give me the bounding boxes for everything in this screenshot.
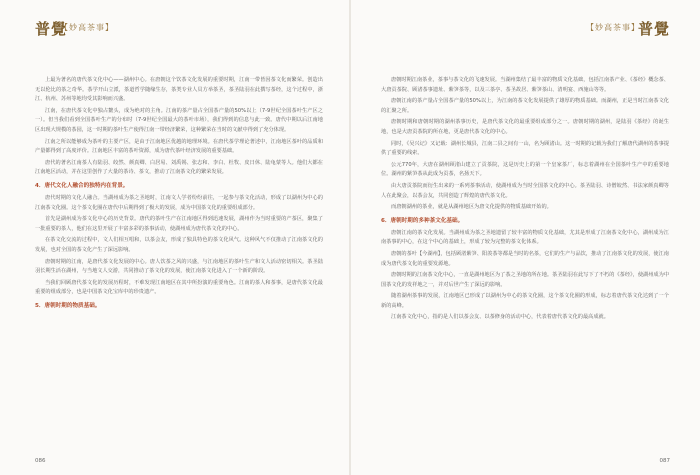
paragraph: 唐朝时期的江南茶文化中心，一直是湖州地区为了茶之圣地的所在地。茶圣陆羽在此写下了不朽的《茶经》，使湖州成为中国茶文化的发祥地之一，并对后世产生了深远的影响。 bbox=[381, 272, 669, 288]
paragraph: 由大唐贡茶院而衍生出来的一系列茶事活动，使湖州成为当时全国茶文化的中心。茶圣陆羽、诗僧皎然、书法家颜真卿等人在此聚会，以茶会友，共同创造了辉煌的唐代茶文化。 bbox=[381, 182, 669, 199]
paragraph: 在茶文化交流的过程中，文人们相互唱和，以茶会友，形成了独具特色的茶文化风气。这种风气不仅推动了江南茶文化的发展，也对全国的茶文化产生了深远影响。 bbox=[35, 237, 323, 253]
paragraph: 江南，在唐代茶文化中独占鳌头，成为绝对的主角。江南的茶产量占全国茶产量的50%以上（7-9世纪全国茶叶生产区之一）。但当我们看到全国茶叶生产的分布时（7-9世纪全国最大的茶叶市场），我们得到的信息与此一致。唐代中期以后江南地区出现大规模的茶园，这一时期的茶叶生产使得江南一带经济繁荣，这种繁荣在当时的文献中得到了充分体现。 bbox=[35, 107, 323, 133]
section-tag: 【妙高茶事】 bbox=[586, 23, 640, 32]
section-tag: 【妙高茶事】 bbox=[60, 23, 114, 32]
paragraph: 当我们回顾唐代茶文化的发展历程时，不难发现江南地区在其中所扮演的重要角色。江南的茶人和茶事，是唐代茶文化最重要的组成部分，也是中国茶文化宝库中的珍贵遗产。 bbox=[35, 279, 323, 296]
paragraph: 唐朝江南的茶文化发展。当湖州成为茶之圣地遗留了较丰富的物质文化基础，尤其是形成了江南茶文化中心，湖州成为江南茶事的中心，在这个中心的基础上，形成了较为完整的茶文化体系。 bbox=[381, 229, 669, 246]
paragraph: 唐代的著名江南茶人有陆羽、皎然、颜真卿、白居易、刘禹锡、张志和、李白、杜牧、皮日休、陆龟蒙等人。他们大都在江南地区活动，并在这里创作了大量的茶诗、茶文，推动了江南茶文化的繁荣发展。 bbox=[35, 159, 323, 176]
paragraph: 随着湖州茶事的发展，江南地区已形成了以湖州为中心的茶文化圈，这个茶文化圈的形成，标志着唐代茶文化达到了一个新的高峰。 bbox=[381, 293, 669, 309]
left-page bbox=[0, 0, 349, 475]
left-text-column bbox=[35, 76, 323, 314]
paragraph: 唐朝时期江南茶业，茶事与茶文化的飞速发展。当湖州集结了最丰富的物质文化基础，包括江南茶产业、《茶经》概念茶、大唐贡茶院、顾渚茶事遗址、紫笋茶等，以及三茶亭、茶圣故居、紫笋茶山、清明宴、西施山等等。 bbox=[381, 77, 669, 93]
section-heading: 6．唐朝时期的多种茶文化基础。 bbox=[381, 217, 464, 224]
brand-logo: 普覺 bbox=[35, 20, 68, 38]
paragraph: 唐朝的茶叶【今湖州】，包括顾渚紫笋、阳羡茶等都是当时的名茶，它们的生产与品饮，推动了江南茶文化的发展，使江南成为唐代茶文化的重要发源地。 bbox=[381, 250, 669, 267]
page-number: 086 bbox=[35, 458, 46, 464]
right-page bbox=[351, 0, 700, 475]
paragraph: 唐朝时期和唐朝时期的湖州茶事历史，是唐代茶文化的最重要组成部分之一。唐朝时期的湖州，是陆羽《茶经》的诞生地，也是大唐贡茶院的所在地，更是唐代茶文化的中心。 bbox=[381, 119, 669, 135]
paragraph: 同时，《吴兴记》又记载：湖州长城县，江南二县之间有一山，名为顾渚山。这一时期的记载为我们了解唐代湖州的茶事提供了重要的线索。 bbox=[381, 140, 669, 157]
paragraph: 唐朝江南的茶产量占全国茶产量的50%以上，为江南的茶文化发展提供了雄厚的物质基础。而湖州，正是当时江南茶文化的汇聚之所。 bbox=[381, 98, 669, 114]
section-heading: 5．唐朝时期的物质基础。 bbox=[35, 302, 101, 309]
brand-logo: 普覺 bbox=[637, 20, 670, 38]
paragraph: 江南之所以能够成为茶叶的主要产区，是由于江南地区优越的地理环境。在唐代茶学理论著述中，江南地区茶叶的品质和产量都得到了高度评价。江南地区丰富的茶叶资源，成为唐代茶叶经济发展的重要基础。 bbox=[35, 138, 323, 155]
section-heading: 4．唐代文化人融合的独特内在背景。 bbox=[35, 182, 129, 189]
paragraph: 上最为著名的唐代茶文化中心——湖州中心。在唐朝这个饮茶文化发展的重要时期，江南一带皆因茶文化而繁荣。创造出无以伦比的茶之奇华。茶学开山立派，茶道哲学随缘生存，茶类专业人员方举茶圣，茶圣陆羽在此撰写茶经，这个过程中，浙江、杭州、苏州等地均受其影响而兴盛。 bbox=[35, 77, 323, 103]
paragraph: 首先是湖州成为茶文化中心的历史背景。唐代的茶叶生产在江南地区得到迅速发展，湖州作为当时重要的产茶区，聚集了一批重要的茶人，他们在这里开展了丰富多彩的茶事活动，使湖州成为唐代茶文化的中心。 bbox=[35, 216, 323, 232]
paragraph: 江南茶文化中心，指的是人们以茶会友、以茶修身的活动中心，代表着唐代茶文化的最高成就。 bbox=[391, 314, 609, 321]
paragraph: 公元770年，大唐在湖州顾渚山建立了贡茶院，这是历史上的第一个皇家茶厂，标志着湖州在全国茶叶生产中的重要地位。湖州的紫笋茶从此成为贡茶，名扬天下。 bbox=[381, 161, 669, 178]
page-number: 087 bbox=[659, 458, 670, 464]
paragraph: 唐朝时期的江南，是唐代茶文化发展的中心。唐人饮茶之风的兴盛，与江南地区的茶叶生产和文人活动密切相关。茶圣陆羽长期生活在湖州，与当地文人交游，共同推动了茶文化的发展，使江南茶文化进入了一个新的阶段。 bbox=[35, 258, 323, 275]
paragraph: 唐代时期的文化人融合。当湖州成为茶之圣地时，江南文人学者纷纷前往，一起参与茶文化活动，形成了以湖州为中心的江南茶文化圈。这个茶文化圈在唐代中后期得到了极大的发展，成为中国茶文化的重要组成部分。 bbox=[35, 194, 323, 211]
paragraph: 而唐朝湖州的茶业，就是从湖州地区为唐文化提供的物质基础开始的。 bbox=[391, 204, 552, 211]
right-text-column bbox=[381, 76, 669, 325]
